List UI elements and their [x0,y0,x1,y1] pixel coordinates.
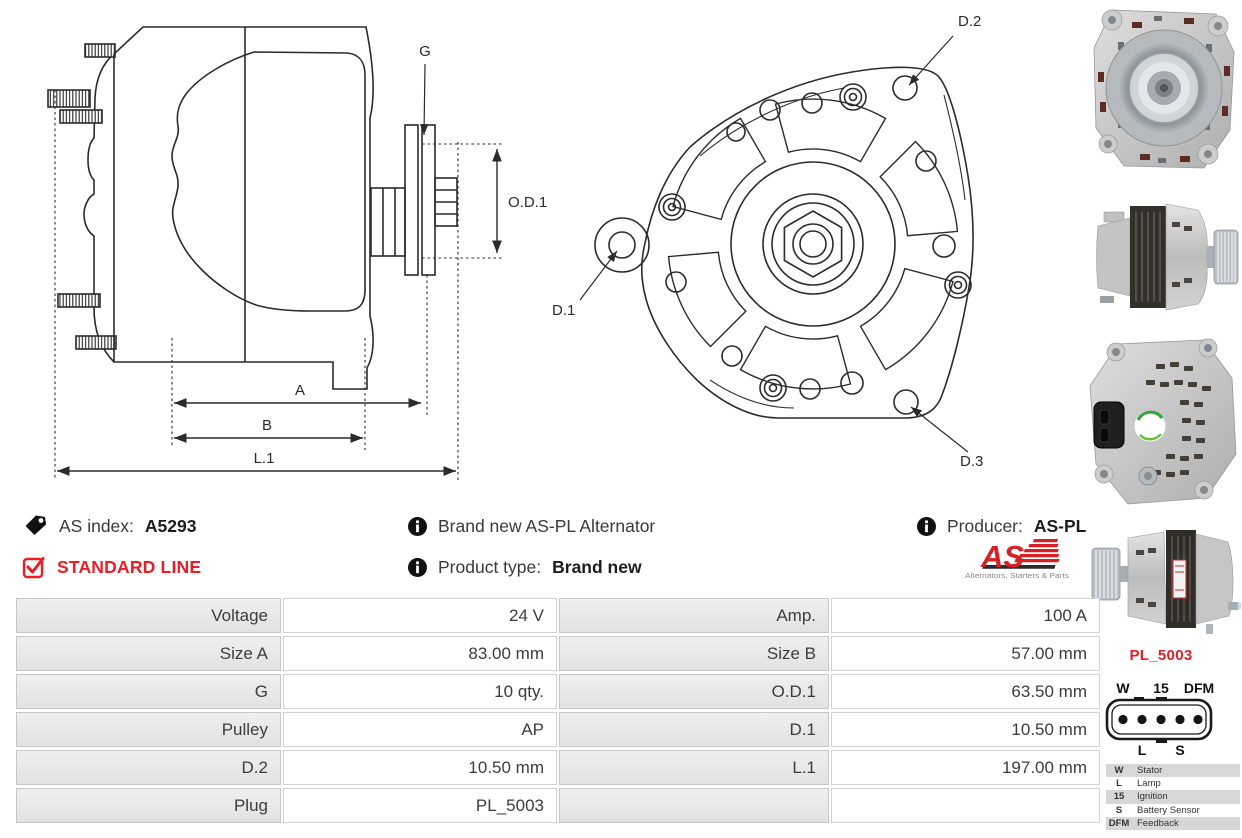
spec-value: 24 V [283,598,557,633]
mounting-studs [48,44,116,349]
pulley-assembly [371,125,457,275]
plug-pin-label-15: 15 [1153,680,1169,696]
plug-connector-drawing [1105,697,1213,743]
dim-label-d3: D.3 [960,453,984,470]
mounting-holes [666,76,955,414]
legend-pin: W [1114,765,1124,777]
product-type-label: Product type: [438,556,542,577]
product-photo-rear[interactable] [1086,336,1240,513]
plug-pin-label-l: L [1137,742,1147,758]
spec-value [831,788,1100,823]
product-photo-side-right[interactable] [1090,182,1242,337]
spec-value: 63.50 mm [831,674,1100,709]
legend-row [1106,777,1240,790]
spec-value: 57.00 mm [831,636,1100,671]
product-photo-side-left[interactable] [1088,512,1242,649]
dim-label-a: A [294,382,306,399]
specs-table [16,598,1100,823]
fan-slots [669,99,958,389]
legend-desc: Battery Sensor [1137,804,1200,816]
plug-legend [1106,764,1240,830]
legend-desc: Stator [1137,765,1163,777]
alternator-front-outline [595,67,973,418]
spec-label: Voltage [16,598,281,633]
info-icon [408,517,427,536]
info-icon [408,558,427,577]
spec-value: 197.00 mm [831,750,1100,785]
spec-label: D.1 [559,712,829,747]
product-photo-front[interactable] [1088,2,1240,183]
legend-desc: Lamp [1137,778,1161,790]
producer-label: Producer: [947,515,1023,536]
legend-row [1106,764,1240,777]
dim-label-od1: O.D.1 [508,194,548,211]
info-icon [917,517,936,536]
spec-label: Plug [16,788,281,823]
plug-pin-label-w: W [1116,680,1130,696]
spec-value: PL_5003 [283,788,557,823]
spec-label: L.1 [559,750,829,785]
spec-value: 10 qty. [283,674,557,709]
spec-label: Size B [559,636,829,671]
spec-label: Amp. [559,598,829,633]
logo-text: AS [981,539,1025,574]
as-index-label: AS index: [59,515,134,536]
plug-title: PL_5003 [1129,647,1193,664]
as-index-value: A5293 [144,515,197,536]
product-type-row [408,552,642,582]
technical-drawing-front-view [540,0,1020,480]
legend-pin: S [1115,804,1123,816]
brand-new-text: Brand new AS-PL Alternator [438,515,656,536]
dim-label-b: B [261,417,273,434]
spec-label: D.2 [16,750,281,785]
spec-label: Pulley [16,712,281,747]
spec-value: 10.50 mm [283,750,557,785]
spec-value: 83.00 mm [283,636,557,671]
spec-label: O.D.1 [559,674,829,709]
dim-label-d1: D.1 [552,302,576,319]
legend-pin: DFM [1108,817,1130,829]
spec-label [559,788,829,823]
product-type-value: Brand new [552,556,642,577]
logo-tagline: Alternators, Starters & Parts [965,573,1070,580]
legend-row [1106,804,1240,817]
legend-pin: L [1116,778,1122,790]
technical-drawing-side-view [30,18,550,488]
spec-label: G [16,674,281,709]
legend-desc: Feedback [1137,817,1179,829]
producer-value: AS-PL [1033,515,1087,536]
screw-heads [659,84,971,401]
as-pl-logo [963,536,1071,580]
spec-value: 100 A [831,598,1100,633]
spec-value: AP [283,712,557,747]
standard-line-label: STANDARD LINE [57,556,202,577]
alternator-side-outline [48,27,457,389]
legend-row [1106,790,1240,803]
legend-desc: Ignition [1137,791,1168,803]
as-index-row [22,511,196,541]
standard-line-row [22,552,201,582]
legend-pin: 15 [1113,791,1125,803]
spec-value: 10.50 mm [831,712,1100,747]
checkbox-icon [22,555,46,579]
dim-label-d2: D.2 [958,13,982,30]
legend-row [1106,817,1240,830]
dim-label-l1: L.1 [253,450,275,467]
dim-label-g: G [419,43,431,60]
spec-label: Size A [16,636,281,671]
tag-icon [22,513,48,539]
plug-pin-label-s: S [1175,742,1185,758]
plug-pin-label-dfm: DFM [1183,680,1215,696]
brand-new-row [408,511,655,541]
